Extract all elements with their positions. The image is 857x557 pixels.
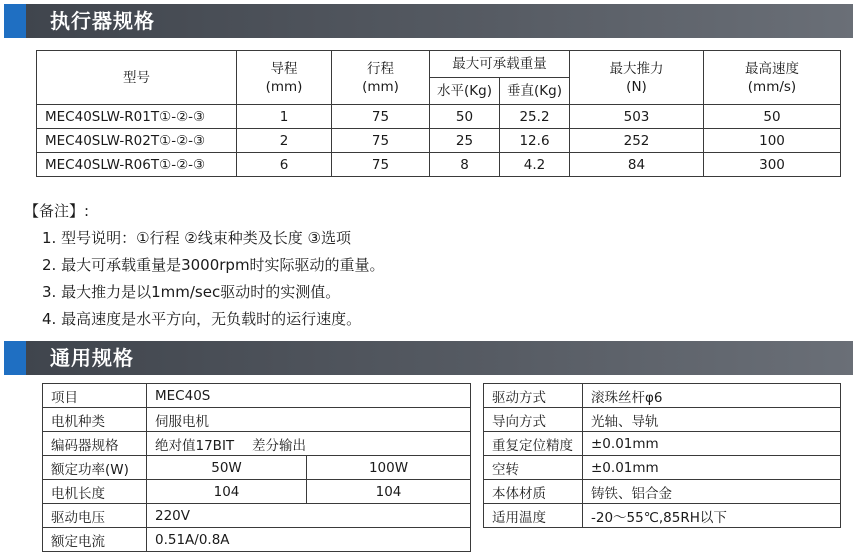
header-max-speed: [704, 51, 841, 105]
note-item: 2. 最大可承载重量是3000rpm时实际驱动的重量。: [42, 256, 385, 274]
general-spec-left-table: [42, 383, 471, 552]
label-repeatability: 重复定位精度: [484, 432, 583, 456]
label-motor-type: 电机种类: [43, 408, 147, 432]
table-row: [43, 432, 471, 456]
general-spec-right-table: [483, 383, 841, 528]
header-max-speed-unit: (mm/s): [747, 78, 797, 95]
label-operating-temp: 适用温度: [484, 504, 583, 528]
table-row: [43, 528, 471, 552]
cell-vertical: 25.2: [500, 105, 570, 129]
cell-horizontal: 25: [430, 129, 500, 153]
header-max-thrust-label: 最大推力: [609, 60, 664, 77]
cell-stroke: 75: [332, 105, 430, 129]
label-backlash: 空转: [484, 456, 583, 480]
value-encoder: 绝对值17BIT 差分输出: [147, 432, 471, 456]
label-drive-voltage: 驱动电压: [43, 504, 147, 528]
cell-model: MEC40SLW-R02T①-②-③: [37, 129, 237, 153]
table-row: [484, 432, 841, 456]
value-operating-temp: -20～55℃,85RH以下: [583, 504, 841, 528]
cell-lead: 2: [237, 129, 332, 153]
note-item: 4. 最高速度是水平方向，无负载时的运行速度。: [42, 310, 362, 328]
value-guide-method: 光轴、导轨: [583, 408, 841, 432]
cell-thrust: 503: [570, 105, 704, 129]
header-model: 型号: [37, 51, 237, 105]
table-row: [37, 153, 841, 177]
cell-stroke: 75: [332, 153, 430, 177]
table-row: [43, 480, 471, 504]
header-lead: [237, 51, 332, 105]
cell-thrust: 84: [570, 153, 704, 177]
table-row: [484, 504, 841, 528]
table-row: [43, 384, 471, 408]
cell-model: MEC40SLW-R01T①-②-③: [37, 105, 237, 129]
value-backlash: ±0.01mm: [583, 456, 841, 480]
section-title-general: 通用规格: [50, 346, 134, 370]
label-encoder: 编码器规格: [43, 432, 147, 456]
table-row: [43, 504, 471, 528]
cell-vertical: 4.2: [500, 153, 570, 177]
table-row: [484, 384, 841, 408]
value-motor-type: 伺服电机: [147, 408, 471, 432]
label-item: 项目: [43, 384, 147, 408]
notes-heading: 【备注】:: [24, 202, 90, 220]
section-title-actuator: 执行器规格: [50, 9, 155, 33]
header-max-thrust-unit: (N): [626, 78, 647, 95]
cell-model: MEC40SLW-R06T①-②-③: [37, 153, 237, 177]
label-drive-method: 驱动方式: [484, 384, 583, 408]
value-repeatability: ±0.01mm: [583, 432, 841, 456]
banner-accent: [4, 341, 26, 375]
actuator-spec-table: [36, 50, 841, 177]
header-max-thrust: [570, 51, 704, 105]
cell-horizontal: 8: [430, 153, 500, 177]
cell-stroke: 75: [332, 129, 430, 153]
header-max-speed-label: 最高速度: [745, 60, 799, 77]
label-rated-current: 额定电流: [43, 528, 147, 552]
table-row: [37, 105, 841, 129]
cell-horizontal: 50: [430, 105, 500, 129]
table-row: [37, 129, 841, 153]
header-max-load: 最大可承载重量: [430, 51, 570, 78]
header-stroke-label: 行程: [367, 60, 394, 77]
value-item: MEC40S: [147, 384, 471, 408]
cell-thrust: 252: [570, 129, 704, 153]
header-lead-label: 导程: [270, 60, 298, 77]
note-item: 1. 型号说明：①行程 ②线束种类及长度 ③选项: [42, 229, 351, 247]
value-rated-current: 0.51A/0.8A: [147, 528, 471, 552]
value-power-100w: 100W: [307, 456, 471, 480]
header-vertical: 垂直(Kg): [500, 78, 570, 105]
value-power-50w: 50W: [147, 456, 307, 480]
value-body-material: 铸铁、铝合金: [583, 480, 841, 504]
section-banner-general: [4, 341, 853, 375]
cell-lead: 1: [237, 105, 332, 129]
header-horizontal: 水平(Kg): [430, 78, 500, 105]
header-lead-unit: (mm): [265, 78, 303, 95]
cell-lead: 6: [237, 153, 332, 177]
table-row: [43, 456, 471, 480]
cell-vertical: 12.6: [500, 129, 570, 153]
table-row: [484, 408, 841, 432]
value-drive-voltage: 220V: [147, 504, 471, 528]
value-length-50w: 104: [147, 480, 307, 504]
label-rated-power: 额定功率(W): [43, 456, 147, 480]
label-body-material: 本体材质: [484, 480, 583, 504]
cell-speed: 300: [704, 153, 841, 177]
label-guide-method: 导向方式: [484, 408, 583, 432]
header-stroke-unit: (mm): [362, 78, 399, 95]
value-drive-method: 滚珠丝杆φ6: [583, 384, 841, 408]
cell-speed: 100: [704, 129, 841, 153]
note-item: 3. 最大推力是以1mm/sec驱动时的实测值。: [42, 283, 341, 301]
table-row: [43, 408, 471, 432]
banner-accent: [4, 4, 26, 38]
table-row: [484, 456, 841, 480]
value-length-100w: 104: [307, 480, 471, 504]
table-row: [484, 480, 841, 504]
label-motor-length: 电机长度: [43, 480, 147, 504]
header-stroke: [332, 51, 430, 105]
cell-speed: 50: [704, 105, 841, 129]
section-banner-actuator: [4, 4, 853, 38]
